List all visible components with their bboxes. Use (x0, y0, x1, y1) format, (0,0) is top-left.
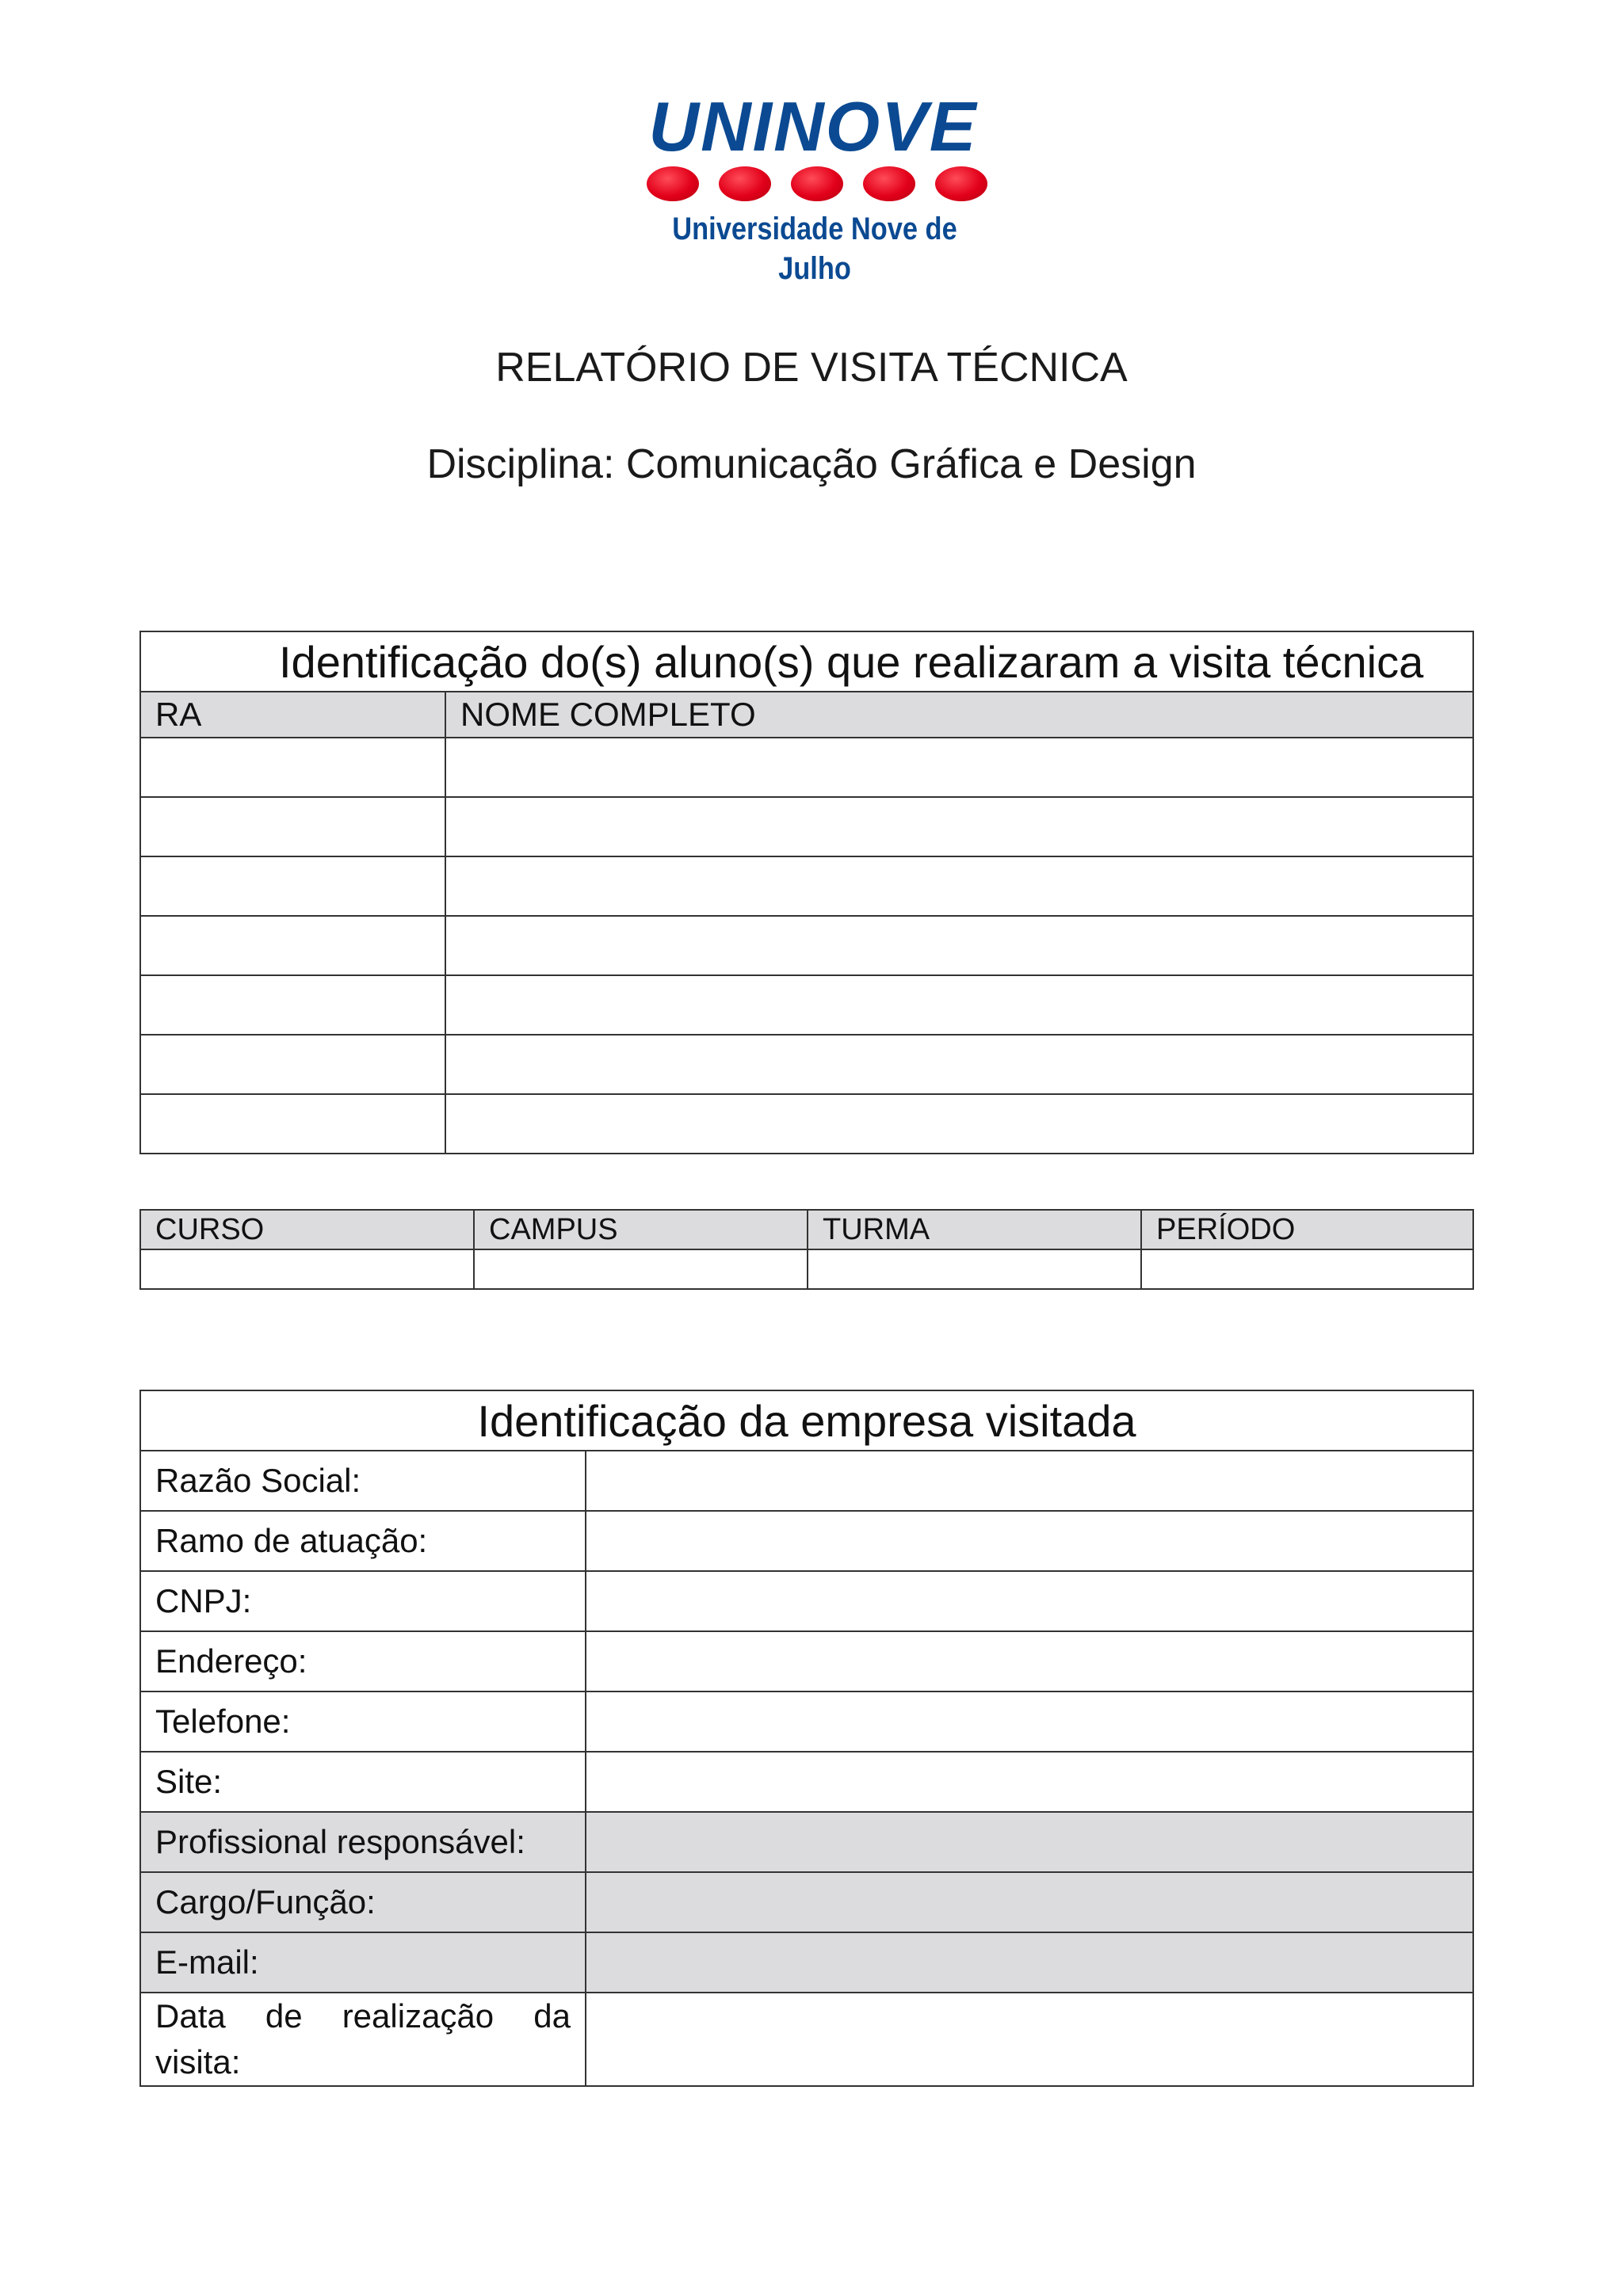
campus-cell[interactable] (474, 1249, 808, 1289)
ra-cell[interactable] (140, 797, 445, 856)
document-title: RELATÓRIO DE VISITA TÉCNICA (495, 345, 1128, 391)
nome-cell[interactable] (445, 1094, 1473, 1154)
cnpj-field[interactable] (586, 1571, 1473, 1631)
cnpj-label: CNPJ: (140, 1571, 586, 1631)
students-table (139, 631, 1474, 1154)
ra-cell[interactable] (140, 1094, 445, 1154)
cargo-funcao-label: Cargo/Função: (140, 1872, 586, 1932)
nome-cell[interactable] (445, 738, 1473, 797)
site-field[interactable] (586, 1752, 1473, 1812)
razao-social-field[interactable] (586, 1451, 1473, 1511)
logo-dot (863, 166, 915, 201)
company-table (139, 1390, 1474, 2087)
endereco-field[interactable] (586, 1631, 1473, 1691)
column-header-campus: CAMPUS (474, 1210, 808, 1249)
column-header-periodo: PERÍODO (1141, 1210, 1473, 1249)
site-label: Site: (140, 1752, 586, 1812)
logo-dot (719, 166, 771, 201)
column-header-turma: TURMA (808, 1210, 1141, 1249)
periodo-cell[interactable] (1141, 1249, 1473, 1289)
nome-cell[interactable] (445, 797, 1473, 856)
profissional-responsavel-label: Profissional responsável: (140, 1812, 586, 1872)
nome-cell[interactable] (445, 856, 1473, 916)
ra-cell[interactable] (140, 1035, 445, 1094)
logo-dot (791, 166, 843, 201)
telefone-label: Telefone: (140, 1691, 586, 1752)
email-label: E-mail: (140, 1932, 586, 1993)
telefone-field[interactable] (586, 1691, 1473, 1752)
company-heading: Identificação da empresa visitada (140, 1390, 1473, 1451)
ramo-atuacao-field[interactable] (586, 1511, 1473, 1571)
logo-subtitle: Universidade Nove de Julho (672, 212, 957, 286)
logo-dot (647, 166, 699, 201)
ra-cell[interactable] (140, 856, 445, 916)
data-visita-label: Data de realização da visita: (140, 1993, 586, 2086)
razao-social-label: Razão Social: (140, 1451, 586, 1511)
course-table (139, 1209, 1474, 1290)
ra-cell[interactable] (140, 975, 445, 1035)
uninove-logo (640, 87, 989, 286)
column-header-nome: NOME COMPLETO (445, 692, 1473, 738)
endereco-label: Endereço: (140, 1631, 586, 1691)
nome-cell[interactable] (445, 1035, 1473, 1094)
cargo-funcao-field[interactable] (586, 1872, 1473, 1932)
ra-cell[interactable] (140, 916, 445, 975)
curso-cell[interactable] (140, 1249, 474, 1289)
email-field[interactable] (586, 1932, 1473, 1993)
nome-cell[interactable] (445, 916, 1473, 975)
document-subtitle: Disciplina: Comunicação Gráfica e Design (426, 441, 1197, 487)
logo-dots (647, 166, 987, 208)
column-header-ra: RA (140, 692, 445, 738)
students-heading: Identificação do(s) aluno(s) que realizaram a visita técnica (140, 631, 1473, 692)
logo-dot (935, 166, 987, 201)
ra-cell[interactable] (140, 738, 445, 797)
nome-cell[interactable] (445, 975, 1473, 1035)
turma-cell[interactable] (808, 1249, 1141, 1289)
column-header-curso: CURSO (140, 1210, 474, 1249)
data-visita-field[interactable] (586, 1993, 1473, 2086)
logo-wordmark: UNINOVE (648, 87, 978, 166)
ramo-atuacao-label: Ramo de atuação: (140, 1511, 586, 1571)
profissional-responsavel-field[interactable] (586, 1812, 1473, 1872)
